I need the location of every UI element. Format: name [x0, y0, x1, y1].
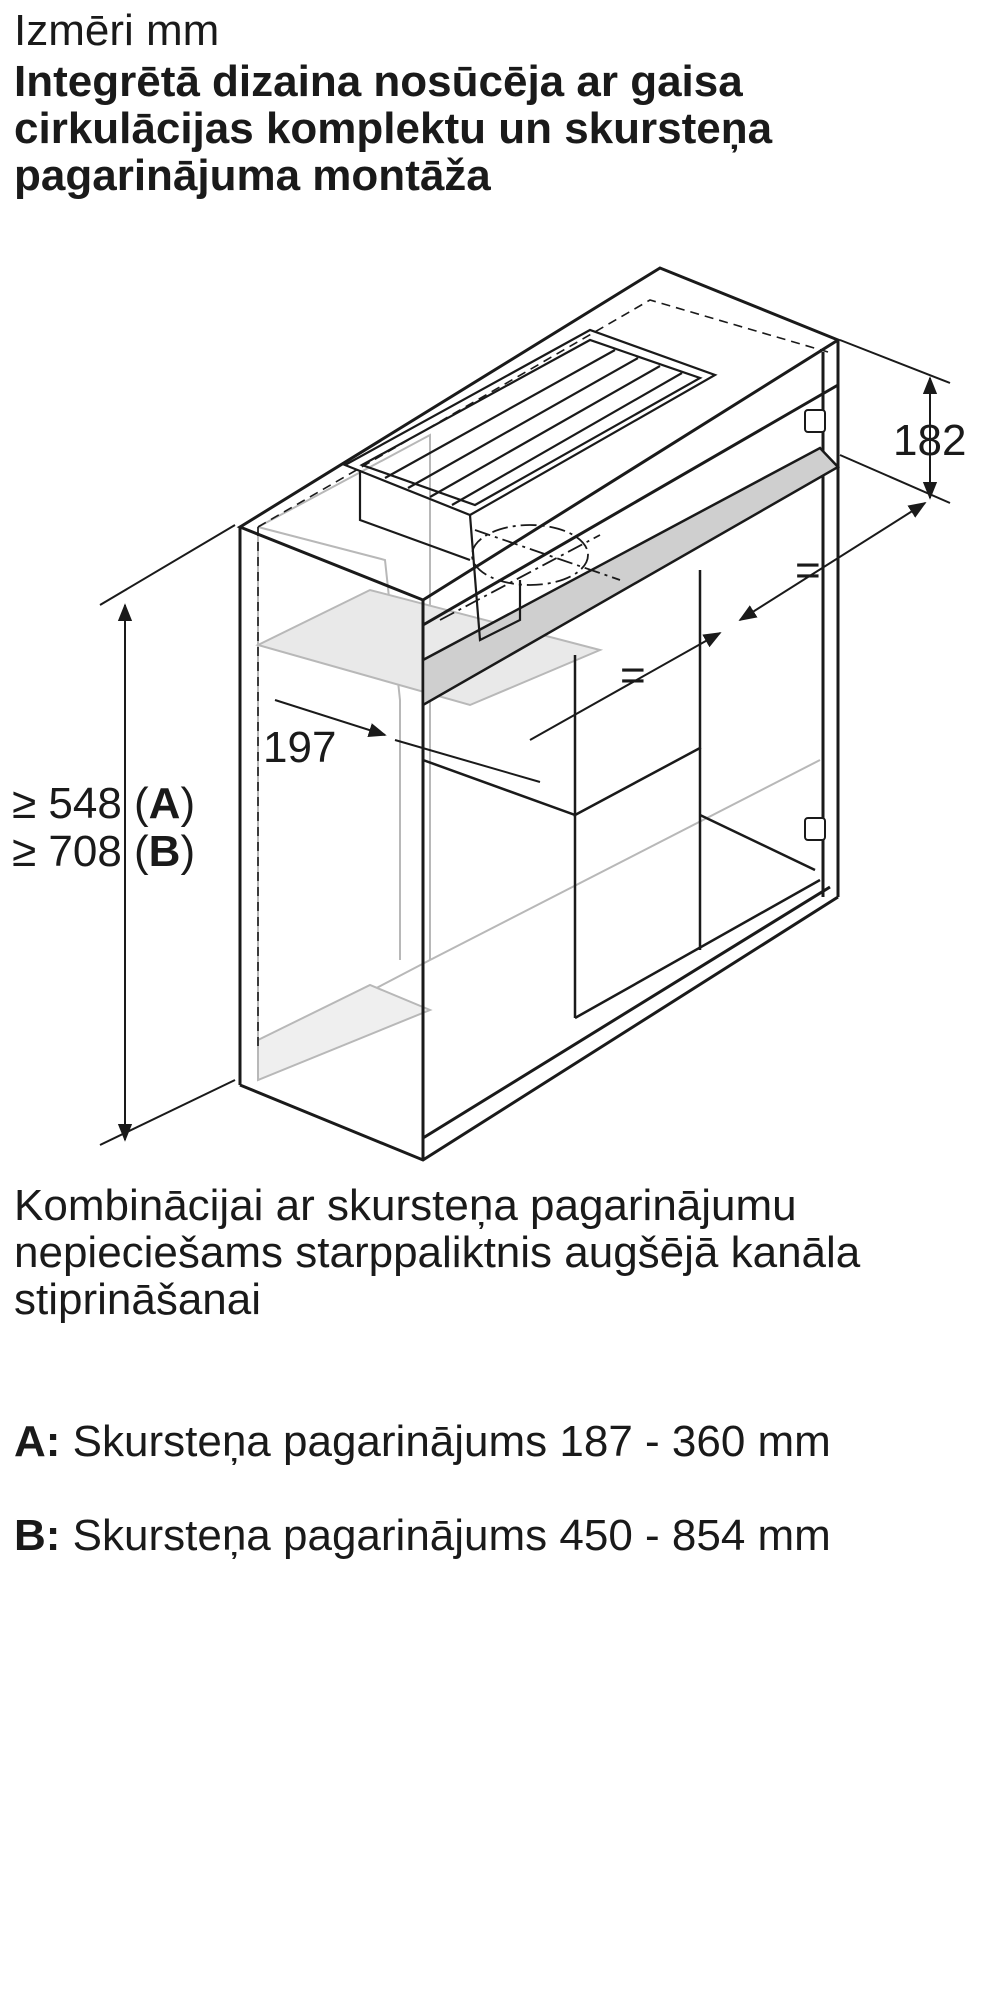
note-line-2: nepieciešams starppaliktnis augšējā kanāla — [14, 1228, 861, 1277]
height-min-b-label: ≥ 708 (B) — [12, 827, 196, 876]
cabinet-installation-drawing — [0, 240, 1000, 1170]
dim-equal-label-left: = — [620, 651, 646, 700]
dim-width-label: 197 — [263, 723, 337, 772]
hood-grille — [345, 330, 715, 640]
title-line-3: pagarinājuma montāža — [14, 151, 491, 200]
note-line-3: stiprināšanai — [14, 1275, 262, 1324]
legend-item-a — [14, 1418, 831, 1466]
dim-depth-label: 182 — [893, 416, 967, 465]
legend-a-key: A: — [14, 1417, 61, 1466]
dimensions-unit-label: Izmēri mm — [14, 6, 220, 55]
note-line-1: Kombinācijai ar skursteņa pagarinājumu — [14, 1181, 797, 1230]
dim-equal-label-right: = — [795, 546, 821, 595]
title-line-2: cirkulācijas komplektu un skursteņa — [14, 104, 773, 153]
legend-item-b — [14, 1512, 831, 1560]
legend-b-key: B: — [14, 1511, 61, 1560]
legend-a-text: Skursteņa pagarinājums 187 - 360 mm — [72, 1417, 831, 1466]
cabinet-hidden-lines — [258, 435, 820, 1080]
page-title — [14, 58, 954, 199]
height-min-a-label: ≥ 548 (A) — [12, 779, 196, 828]
title-line-1: Integrētā dizaina nosūcēja ar gaisa — [14, 57, 743, 106]
legend-b-text: Skursteņa pagarinājums 450 - 854 mm — [72, 1511, 831, 1560]
installation-note — [14, 1182, 860, 1323]
